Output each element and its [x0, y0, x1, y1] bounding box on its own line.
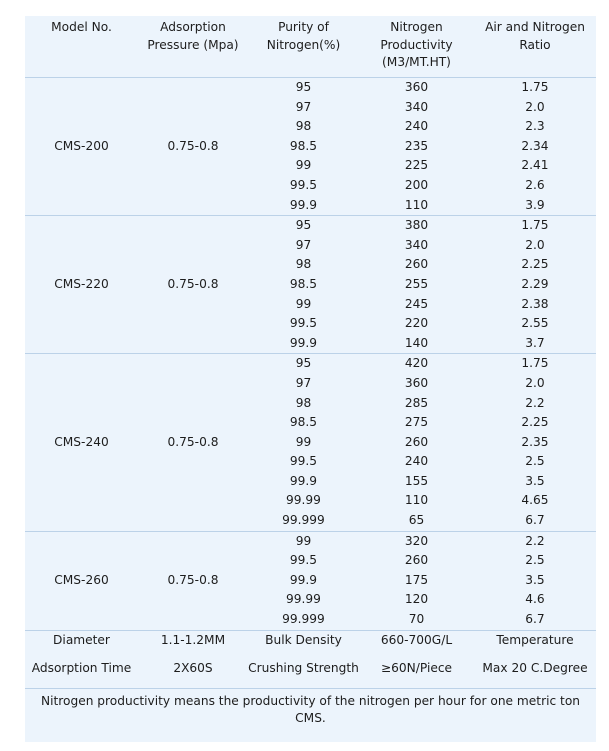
productivity-cell: 155 [404, 473, 429, 488]
bulk-density-label: Bulk Density [248, 630, 359, 650]
purity-cell: 97 [295, 375, 312, 390]
ratio-cell: 1.75 [474, 354, 596, 374]
pressure-cell: 0.75-0.8 [138, 531, 248, 630]
header-pressure: Adsorption Pressure (Mpa) [147, 20, 239, 52]
productivity-cell: 255 [404, 276, 429, 291]
productivity-cell: 285 [404, 395, 429, 410]
temperature-value: Max 20 C.Degree [482, 661, 588, 676]
purity-cell: 98 [295, 395, 312, 410]
adsorption-time-label: Adsorption Time [31, 661, 132, 676]
table-row [25, 78, 596, 98]
header-model: Model No. [51, 20, 112, 34]
ratio-cell: 2.3 [525, 119, 545, 134]
ratio-cell: 1.75 [474, 216, 596, 236]
productivity-cell: 245 [404, 296, 429, 311]
productivity-cell: 65 [408, 513, 425, 528]
ratio-cell: 4.65 [521, 493, 549, 508]
productivity-cell: 175 [404, 572, 429, 587]
purity-cell: 98.5 [289, 415, 318, 430]
ratio-cell: 2.35 [521, 434, 549, 449]
productivity-cell: 340 [404, 99, 429, 114]
crushing-strength-label: Crushing Strength [248, 661, 359, 676]
purity-cell: 97 [295, 237, 312, 252]
productivity-cell: 380 [359, 216, 474, 236]
table-row [25, 216, 596, 236]
model-cell: CMS-200 [25, 78, 138, 216]
productivity-cell: 320 [359, 531, 474, 551]
ratio-cell: 3.5 [525, 473, 545, 488]
adsorption-time-value: 2X60S [173, 661, 213, 676]
ratio-cell: 4.6 [525, 592, 545, 607]
ratio-cell: 2.5 [525, 553, 545, 568]
table-row [25, 354, 596, 374]
purity-cell: 99.99 [286, 493, 321, 508]
ratio-cell: 3.5 [525, 572, 545, 587]
crushing-strength-value: ≥60N/Piece [380, 661, 453, 676]
temperature-label: Temperature [474, 630, 596, 650]
ratio-cell: 2.0 [525, 375, 545, 390]
purity-cell: 98.5 [289, 276, 318, 291]
purity-cell: 95 [248, 216, 359, 236]
productivity-cell: 260 [404, 434, 429, 449]
purity-cell: 99.5 [289, 177, 318, 192]
productivity-cell: 140 [404, 335, 429, 350]
productivity-cell: 110 [404, 493, 429, 508]
purity-cell: 99 [295, 296, 312, 311]
pressure-cell: 0.75-0.8 [138, 354, 248, 531]
productivity-cell: 70 [408, 612, 425, 627]
model-cell: CMS-260 [25, 531, 138, 630]
productivity-cell: 360 [359, 78, 474, 98]
purity-cell: 95 [248, 78, 359, 98]
purity-cell: 99 [248, 531, 359, 551]
table-row [25, 531, 596, 551]
ratio-cell: 2.6 [525, 177, 545, 192]
purity-cell: 98 [295, 257, 312, 272]
purity-cell: 99.9 [289, 335, 318, 350]
diameter-label: Diameter [25, 630, 138, 650]
cms-spec-table [25, 16, 596, 731]
header-ratio: Air and Nitrogen Ratio [485, 20, 585, 52]
purity-cell: 98 [295, 119, 312, 134]
ratio-cell: 3.7 [525, 335, 545, 350]
ratio-cell: 2.38 [521, 296, 549, 311]
model-cell: CMS-220 [25, 216, 138, 354]
header-row [25, 16, 596, 78]
pressure-cell: 0.75-0.8 [138, 78, 248, 216]
purity-cell: 99.9 [289, 473, 318, 488]
purity-cell: 99.999 [282, 513, 325, 528]
purity-cell: 95 [248, 354, 359, 374]
ratio-cell: 2.2 [525, 395, 545, 410]
purity-cell: 99.9 [289, 197, 318, 212]
ratio-cell: 2.5 [525, 454, 545, 469]
productivity-cell: 200 [404, 177, 429, 192]
purity-cell: 99.999 [282, 612, 325, 627]
diameter-value: 1.1-1.2MM [138, 630, 248, 650]
header-purity: Purity of Nitrogen(%) [266, 20, 341, 52]
purity-cell: 97 [295, 99, 312, 114]
productivity-cell: 235 [404, 138, 429, 153]
productivity-cell: 110 [404, 197, 429, 212]
productivity-cell: 240 [404, 454, 429, 469]
productivity-cell: 420 [359, 354, 474, 374]
purity-cell: 99.5 [289, 553, 318, 568]
productivity-note: Nitrogen productivity means the productivity of the nitrogen per hour for one metric ton CMS. [25, 689, 596, 732]
ratio-cell: 6.7 [525, 612, 545, 627]
ratio-cell: 2.34 [521, 138, 549, 153]
productivity-cell: 225 [404, 158, 429, 173]
productivity-cell: 120 [404, 592, 429, 607]
header-productivity: Nitrogen Productivity (M3/MT.HT) [380, 20, 453, 69]
spec-row-1 [25, 630, 596, 650]
purity-cell: 99.5 [289, 316, 318, 331]
purity-cell: 99 [295, 434, 312, 449]
productivity-cell: 260 [404, 257, 429, 272]
ratio-cell: 3.9 [525, 197, 545, 212]
purity-cell: 99.9 [289, 572, 318, 587]
pressure-cell: 0.75-0.8 [138, 216, 248, 354]
ratio-cell: 2.25 [521, 257, 549, 272]
productivity-cell: 275 [404, 415, 429, 430]
spec-row-2 [25, 650, 596, 689]
note-row [25, 689, 596, 732]
ratio-cell: 2.29 [521, 276, 549, 291]
ratio-cell: 6.7 [525, 513, 545, 528]
ratio-cell: 2.25 [521, 415, 549, 430]
purity-cell: 99.5 [289, 454, 318, 469]
purity-cell: 99 [295, 158, 312, 173]
table-body [25, 78, 596, 732]
productivity-cell: 260 [404, 553, 429, 568]
ratio-cell: 2.0 [525, 237, 545, 252]
purity-cell: 99.99 [286, 592, 321, 607]
ratio-cell: 1.75 [474, 78, 596, 98]
productivity-cell: 220 [404, 316, 429, 331]
ratio-cell: 2.55 [521, 316, 549, 331]
productivity-cell: 340 [404, 237, 429, 252]
model-cell: CMS-240 [25, 354, 138, 531]
ratio-cell: 2.2 [474, 531, 596, 551]
bulk-density-value: 660-700G/L [359, 630, 474, 650]
productivity-cell: 240 [404, 119, 429, 134]
productivity-cell: 360 [404, 375, 429, 390]
ratio-cell: 2.41 [521, 158, 549, 173]
ratio-cell: 2.0 [525, 99, 545, 114]
purity-cell: 98.5 [289, 138, 318, 153]
